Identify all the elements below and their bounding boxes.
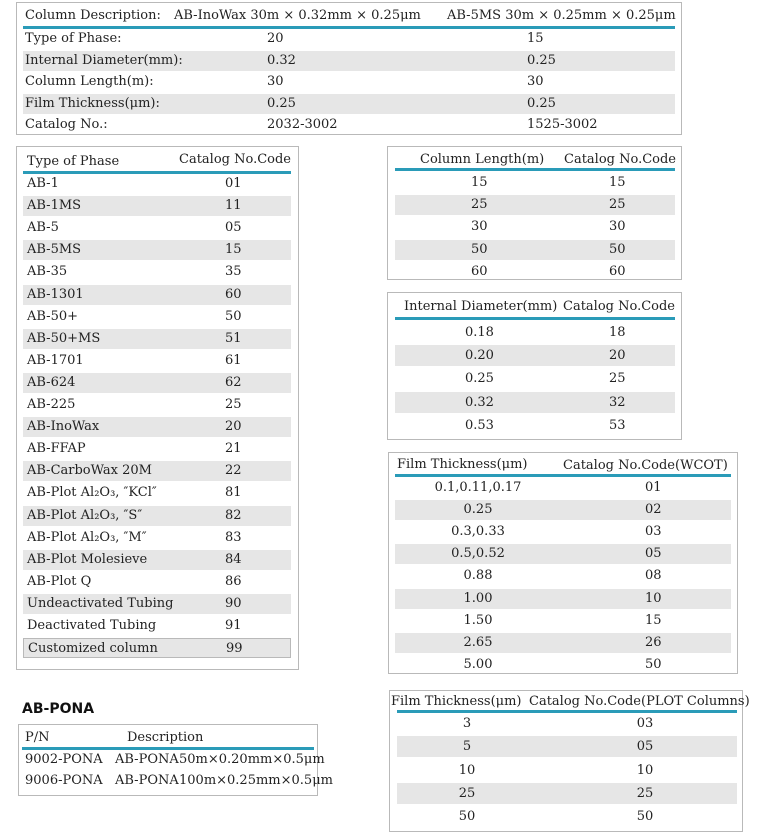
film-row [395, 522, 731, 542]
film-value: 0.1,0.11,0.17 [434, 480, 522, 495]
phase-name: Undeactivated Tubing [27, 595, 174, 611]
film-value: 5.00 [463, 656, 493, 672]
phase-row [23, 218, 291, 238]
plot-row [397, 806, 737, 827]
plot-value: 10 [458, 762, 476, 778]
film-code: 05 [645, 546, 662, 562]
film-code: 08 [645, 568, 662, 584]
summary-value-inowax: 20 [267, 31, 284, 46]
column-summary-table [16, 2, 682, 135]
phase-row [23, 461, 291, 481]
diameter-row [395, 322, 675, 343]
phase-name: AB-225 [27, 397, 76, 412]
phase-code: 81 [225, 485, 242, 501]
diameter-code: 18 [609, 325, 626, 340]
phase-code: 82 [225, 507, 242, 523]
phase-name: AB-CarboWax 20M [27, 463, 152, 479]
phase-row [23, 329, 291, 349]
phase-name: AB-Plot Q [27, 573, 92, 589]
phase-row [23, 528, 291, 548]
phase-name: AB-Plot Al₂O₃, ″S″ [27, 507, 143, 523]
phase-name: AB-5 [27, 220, 59, 236]
length-row [395, 173, 675, 193]
film-row [395, 633, 731, 653]
phase-header-code: Catalog No.Code [179, 152, 292, 167]
phase-name: AB-50+ [27, 308, 79, 324]
phase-row [23, 550, 291, 570]
phase-name: AB-FFAP [27, 441, 86, 457]
phase-code: 50 [225, 308, 242, 324]
summary-header-col2: AB-5MS 30m × 0.25mm × 0.25μm [447, 8, 676, 23]
phase-name: AB-50+MS [27, 330, 101, 346]
length-code: 25 [609, 197, 626, 213]
film-code: 15 [645, 612, 662, 628]
summary-header-label: Column Description: [25, 8, 161, 23]
phase-code: 51 [225, 330, 242, 346]
plot-value: 50 [458, 809, 476, 825]
length-header-rule [395, 168, 675, 171]
length-value: 60 [471, 263, 488, 279]
film-row [395, 544, 731, 564]
phase-name: AB-Plot Al₂O₃, ″KCl″ [27, 485, 157, 501]
plot-catalog-table [389, 690, 750, 832]
summary-value-inowax: 30 [267, 74, 284, 90]
plot-row [397, 736, 737, 757]
length-code: 30 [609, 219, 626, 235]
summary-value-5ms: 15 [527, 31, 544, 46]
plot-code: 03 [636, 716, 654, 731]
phase-code: 90 [225, 595, 242, 611]
summary-header-col1: AB-InoWax 30m × 0.32mm × 0.25μm [174, 8, 421, 23]
diameter-row [395, 415, 675, 436]
phase-row [23, 196, 291, 216]
film-row [395, 566, 731, 586]
film-value: 1.50 [463, 612, 493, 628]
film-value: 0.25 [463, 502, 493, 518]
diameter-row [395, 368, 675, 389]
phase-row [23, 373, 291, 393]
diameter-header-code: Catalog No.Code [563, 299, 676, 314]
phase-row [23, 638, 291, 658]
phase-code: 62 [225, 374, 242, 390]
phase-row [23, 395, 291, 415]
length-catalog-table [387, 146, 682, 280]
length-value: 30 [471, 219, 488, 235]
film-code: 03 [645, 524, 662, 540]
phase-code: 25 [225, 397, 242, 412]
pona-table [18, 724, 333, 796]
diameter-code: 53 [609, 417, 626, 433]
film-value: 1.00 [463, 590, 493, 606]
length-header-value: Column Length(m) [420, 152, 545, 167]
plot-code: 25 [636, 785, 654, 801]
film-value: 2.65 [463, 634, 493, 650]
phase-code: 11 [225, 198, 242, 214]
summary-value-5ms: 0.25 [527, 52, 556, 68]
summary-label: Film Thickness(μm): [25, 95, 160, 111]
pona-part-number: 9002-PONA [25, 752, 103, 767]
phase-row [23, 262, 291, 282]
phase-row [23, 417, 291, 437]
phase-name: Customized column [28, 641, 158, 657]
plot-row [397, 783, 737, 804]
phase-row [23, 174, 291, 194]
phase-code: 91 [225, 618, 242, 633]
summary-value-inowax: 0.32 [267, 52, 296, 68]
pona-header-pn: P/N [25, 730, 50, 745]
film-code: 50 [645, 656, 662, 672]
summary-label: Catalog No.: [25, 117, 108, 133]
phase-name: AB-1301 [27, 286, 84, 302]
pona-header-description: Description [127, 730, 204, 745]
length-row [395, 262, 675, 282]
length-code: 50 [609, 241, 626, 257]
summary-value-5ms: 30 [527, 74, 544, 90]
diameter-value: 0.18 [465, 325, 494, 340]
length-code: 15 [609, 175, 626, 190]
diameter-header-value: Internal Diameter(mm) [404, 299, 558, 314]
film-row [395, 500, 731, 520]
pona-name: AB-PONA [115, 752, 179, 767]
pona-row [22, 750, 325, 770]
summary-row [23, 51, 675, 71]
summary-row [23, 94, 675, 114]
film-header-value: Film Thickness(μm) [397, 457, 528, 472]
diameter-row [395, 392, 675, 413]
pona-row [22, 771, 333, 791]
plot-value: 5 [462, 739, 472, 755]
plot-header-code: Catalog No.Code(PLOT Columns) [529, 694, 750, 709]
film-value: 0.3,0.33 [451, 524, 505, 540]
phase-row [23, 594, 291, 614]
phase-row [23, 616, 291, 636]
summary-value-inowax: 2032-3002 [267, 117, 338, 133]
length-header-code: Catalog No.Code [564, 152, 677, 167]
phase-row [23, 351, 291, 371]
phase-name: AB-35 [27, 264, 68, 280]
phase-row [23, 572, 291, 592]
film-code: 02 [645, 502, 662, 518]
film-header-code: Catalog No.Code(WCOT) [563, 458, 728, 473]
diameter-header-rule [395, 317, 675, 320]
phase-name: AB-InoWax [27, 419, 100, 435]
length-value: 25 [471, 197, 488, 213]
phase-name: AB-1701 [27, 352, 84, 368]
film-row [395, 478, 731, 498]
pona-part-number: 9006-PONA [25, 773, 103, 788]
phase-code: 20 [225, 419, 242, 435]
length-value: 15 [471, 175, 488, 190]
phase-header-type: Type of Phase [27, 154, 120, 169]
phase-name: Deactivated Tubing [27, 618, 157, 633]
plot-code: 10 [636, 762, 654, 778]
diameter-code: 20 [609, 348, 626, 364]
pona-spec: 100m×0.25mm×0.5μm [179, 773, 333, 788]
phase-code: 35 [225, 264, 242, 280]
summary-row [23, 29, 675, 49]
film-row [395, 611, 731, 631]
phase-name: AB-5MS [27, 242, 82, 258]
plot-header-value: Film Thickness(μm) [391, 694, 522, 709]
pona-name: AB-PONA [115, 773, 179, 788]
length-code: 60 [609, 263, 626, 279]
summary-value-5ms: 1525-3002 [527, 117, 598, 133]
film-code: 10 [645, 590, 662, 606]
summary-value-inowax: 0.25 [267, 95, 296, 111]
phase-code: 83 [225, 529, 242, 545]
diameter-catalog-table [387, 292, 682, 440]
summary-label: Type of Phase: [25, 31, 122, 46]
plot-code: 05 [636, 739, 654, 755]
phase-code: 60 [225, 286, 242, 302]
phase-name: AB-Plot Al₂O₃, ″M″ [27, 529, 147, 545]
diameter-row [395, 345, 675, 366]
plot-row [397, 760, 737, 781]
phase-code: 05 [225, 220, 242, 236]
phase-row [23, 285, 291, 305]
plot-value: 3 [462, 716, 472, 731]
phase-row [23, 307, 291, 327]
phase-code: 01 [225, 176, 242, 191]
summary-row [23, 115, 675, 135]
phase-row [23, 506, 291, 526]
diameter-code: 25 [609, 371, 626, 387]
pona-title: AB-PONA [22, 701, 95, 717]
plot-code: 50 [636, 809, 654, 825]
film-value: 0.5,0.52 [451, 546, 505, 562]
phase-catalog-table [16, 146, 299, 670]
phase-code: 86 [225, 573, 242, 589]
phase-name: AB-1MS [27, 198, 82, 214]
film-header-rule [395, 474, 731, 477]
diameter-value: 0.20 [465, 348, 494, 364]
diameter-value: 0.53 [465, 417, 494, 433]
diameter-code: 32 [609, 394, 626, 410]
pona-spec: 50m×0.20mm×0.5μm [179, 752, 325, 767]
phase-name: AB-624 [27, 374, 76, 390]
length-row [395, 240, 675, 260]
length-row [395, 195, 675, 215]
phase-code: 61 [225, 352, 242, 368]
diameter-value: 0.25 [465, 371, 494, 387]
summary-label: Internal Diameter(mm): [25, 52, 183, 68]
summary-value-5ms: 0.25 [527, 95, 556, 111]
phase-code: 22 [225, 463, 242, 479]
plot-value: 25 [458, 785, 476, 801]
film-code: 01 [645, 480, 662, 495]
phase-code: 84 [225, 551, 242, 567]
summary-row [23, 72, 675, 92]
plot-row [397, 713, 737, 734]
diameter-value: 0.32 [465, 394, 494, 410]
film-code: 26 [645, 634, 662, 650]
phase-name: AB-Plot Molesieve [27, 551, 148, 567]
length-row [395, 217, 675, 237]
length-value: 50 [471, 241, 488, 257]
phase-row [23, 439, 291, 459]
phase-row [23, 483, 291, 503]
film-catalog-table [388, 452, 738, 674]
summary-label: Column Length(m): [25, 74, 154, 90]
film-row [395, 655, 731, 675]
film-value: 0.88 [463, 568, 493, 584]
phase-name: AB-1 [27, 176, 59, 191]
film-row [395, 589, 731, 609]
phase-code: 99 [226, 641, 243, 657]
phase-row [23, 240, 291, 260]
phase-code: 15 [225, 242, 242, 258]
phase-code: 21 [225, 441, 242, 457]
